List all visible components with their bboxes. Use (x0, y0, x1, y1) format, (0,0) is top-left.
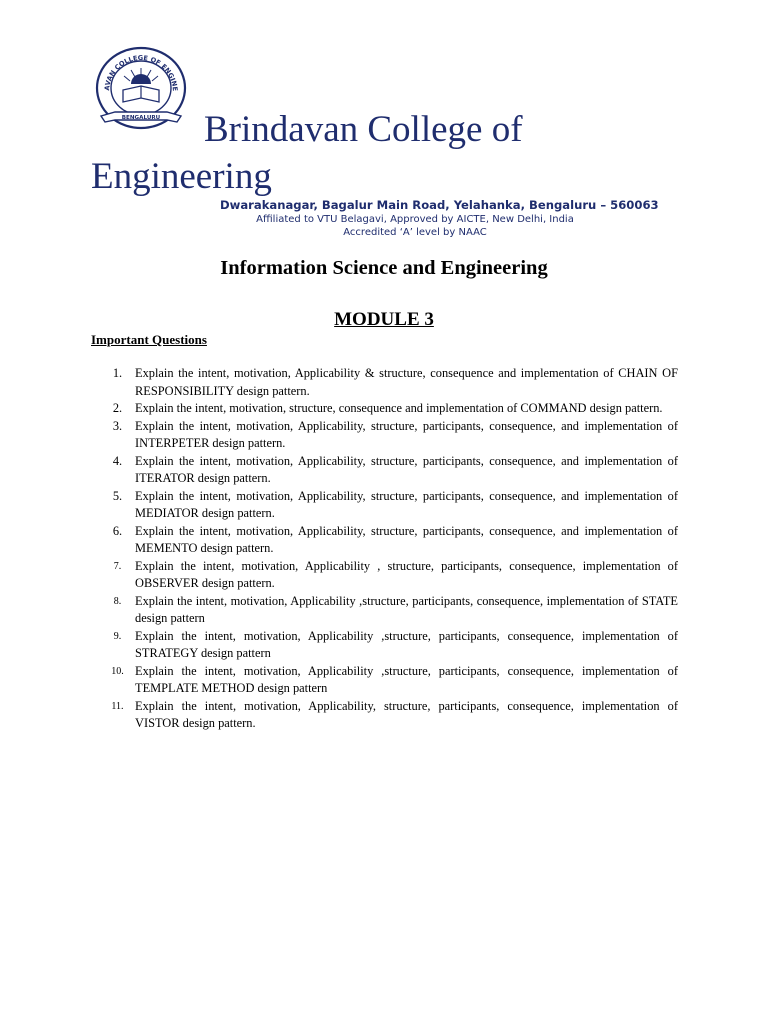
question-number: 5. (112, 488, 123, 503)
question-number: 2. (112, 401, 123, 415)
question-item (100, 400, 678, 418)
question-item (100, 558, 678, 593)
question-number: 11. (111, 700, 124, 712)
section-title: Important Questions (91, 332, 207, 347)
question-list (100, 365, 678, 733)
question-item (100, 593, 678, 628)
question-text: Explain the intent, motivation, Applicability, structure, participants, consequence, implementation of VISTOR design pattern. (135, 698, 678, 730)
question-text: Explain the intent, motivation, Applicability ,structure, participants, consequence, implementation of STRATEGY design pattern (135, 628, 678, 660)
question-item (100, 523, 678, 558)
question-number: 3. (112, 418, 123, 433)
college-name-line1: Brindavan College of (204, 109, 523, 150)
question-text: Explain the intent, motivation, Applicability, structure, participants, consequence, and implementation of MEMENTO design pattern. (135, 523, 678, 555)
question-number: 6. (112, 523, 123, 538)
question-item (100, 365, 678, 400)
college-logo (93, 42, 189, 138)
question-number: 4. (112, 453, 123, 468)
question-number: 10. (111, 665, 124, 677)
question-item (100, 698, 678, 733)
logo-arc-text: AVAN COLLEGE OF ENGINE (102, 53, 180, 92)
question-text: Explain the intent, motivation, structure, consequence and implementation of COMMAND design pattern. (135, 401, 663, 415)
college-name-line2: Engineering (91, 156, 272, 197)
question-text: Explain the intent, motivation, Applicability ,structure, participants, consequence, implementation of STATE design pattern (135, 593, 678, 625)
question-text: Explain the intent, motivation, Applicability ,structure, participants, consequence, implementation of TEMPLATE METHOD design pattern (135, 663, 678, 695)
question-item (100, 488, 678, 523)
question-text: Explain the intent, motivation, Applicability, structure, participants, consequence, and implementation of MEDIATOR design pattern. (135, 488, 678, 520)
svg-text:BRINDAVAN COLLEGE OF ENGINEERI (93, 42, 179, 92)
accreditation-text: Accredited ‘A’ level by NAAC (343, 227, 487, 238)
college-address: Dwarakanagar, Bagalur Main Road, Yelahanka, Bengaluru – 560063 (220, 198, 659, 212)
question-item (100, 418, 678, 453)
question-item (100, 453, 678, 488)
question-number: 1. (112, 366, 123, 380)
question-text: Explain the intent, motivation, Applicability, structure, participants, consequence, and implementation of ITERATOR design pattern. (135, 453, 678, 485)
question-text: Explain the intent, motivation, Applicability, structure, participants, consequence, and implementation of INTERPETER design pattern. (135, 418, 678, 450)
question-item (100, 628, 678, 663)
question-text: Explain the intent, motivation, Applicability & structure, consequence and implementation of CHAIN OF RESPONSIBILITY design pattern. (135, 366, 678, 398)
module-title: MODULE 3 (334, 309, 434, 330)
question-number: 8. (113, 595, 122, 607)
question-item (100, 663, 678, 698)
department-title: Information Science and Engineering (220, 257, 548, 279)
question-number: 9. (113, 630, 122, 642)
logo-city-text: BENGALURU (121, 114, 161, 121)
affiliation-text: Affiliated to VTU Belagavi, Approved by AICTE, New Delhi, India (256, 214, 574, 225)
question-text: Explain the intent, motivation, Applicability , structure, participants, consequence, implementation of OBSERVER design pattern. (135, 558, 678, 590)
question-number: 7. (113, 560, 122, 572)
